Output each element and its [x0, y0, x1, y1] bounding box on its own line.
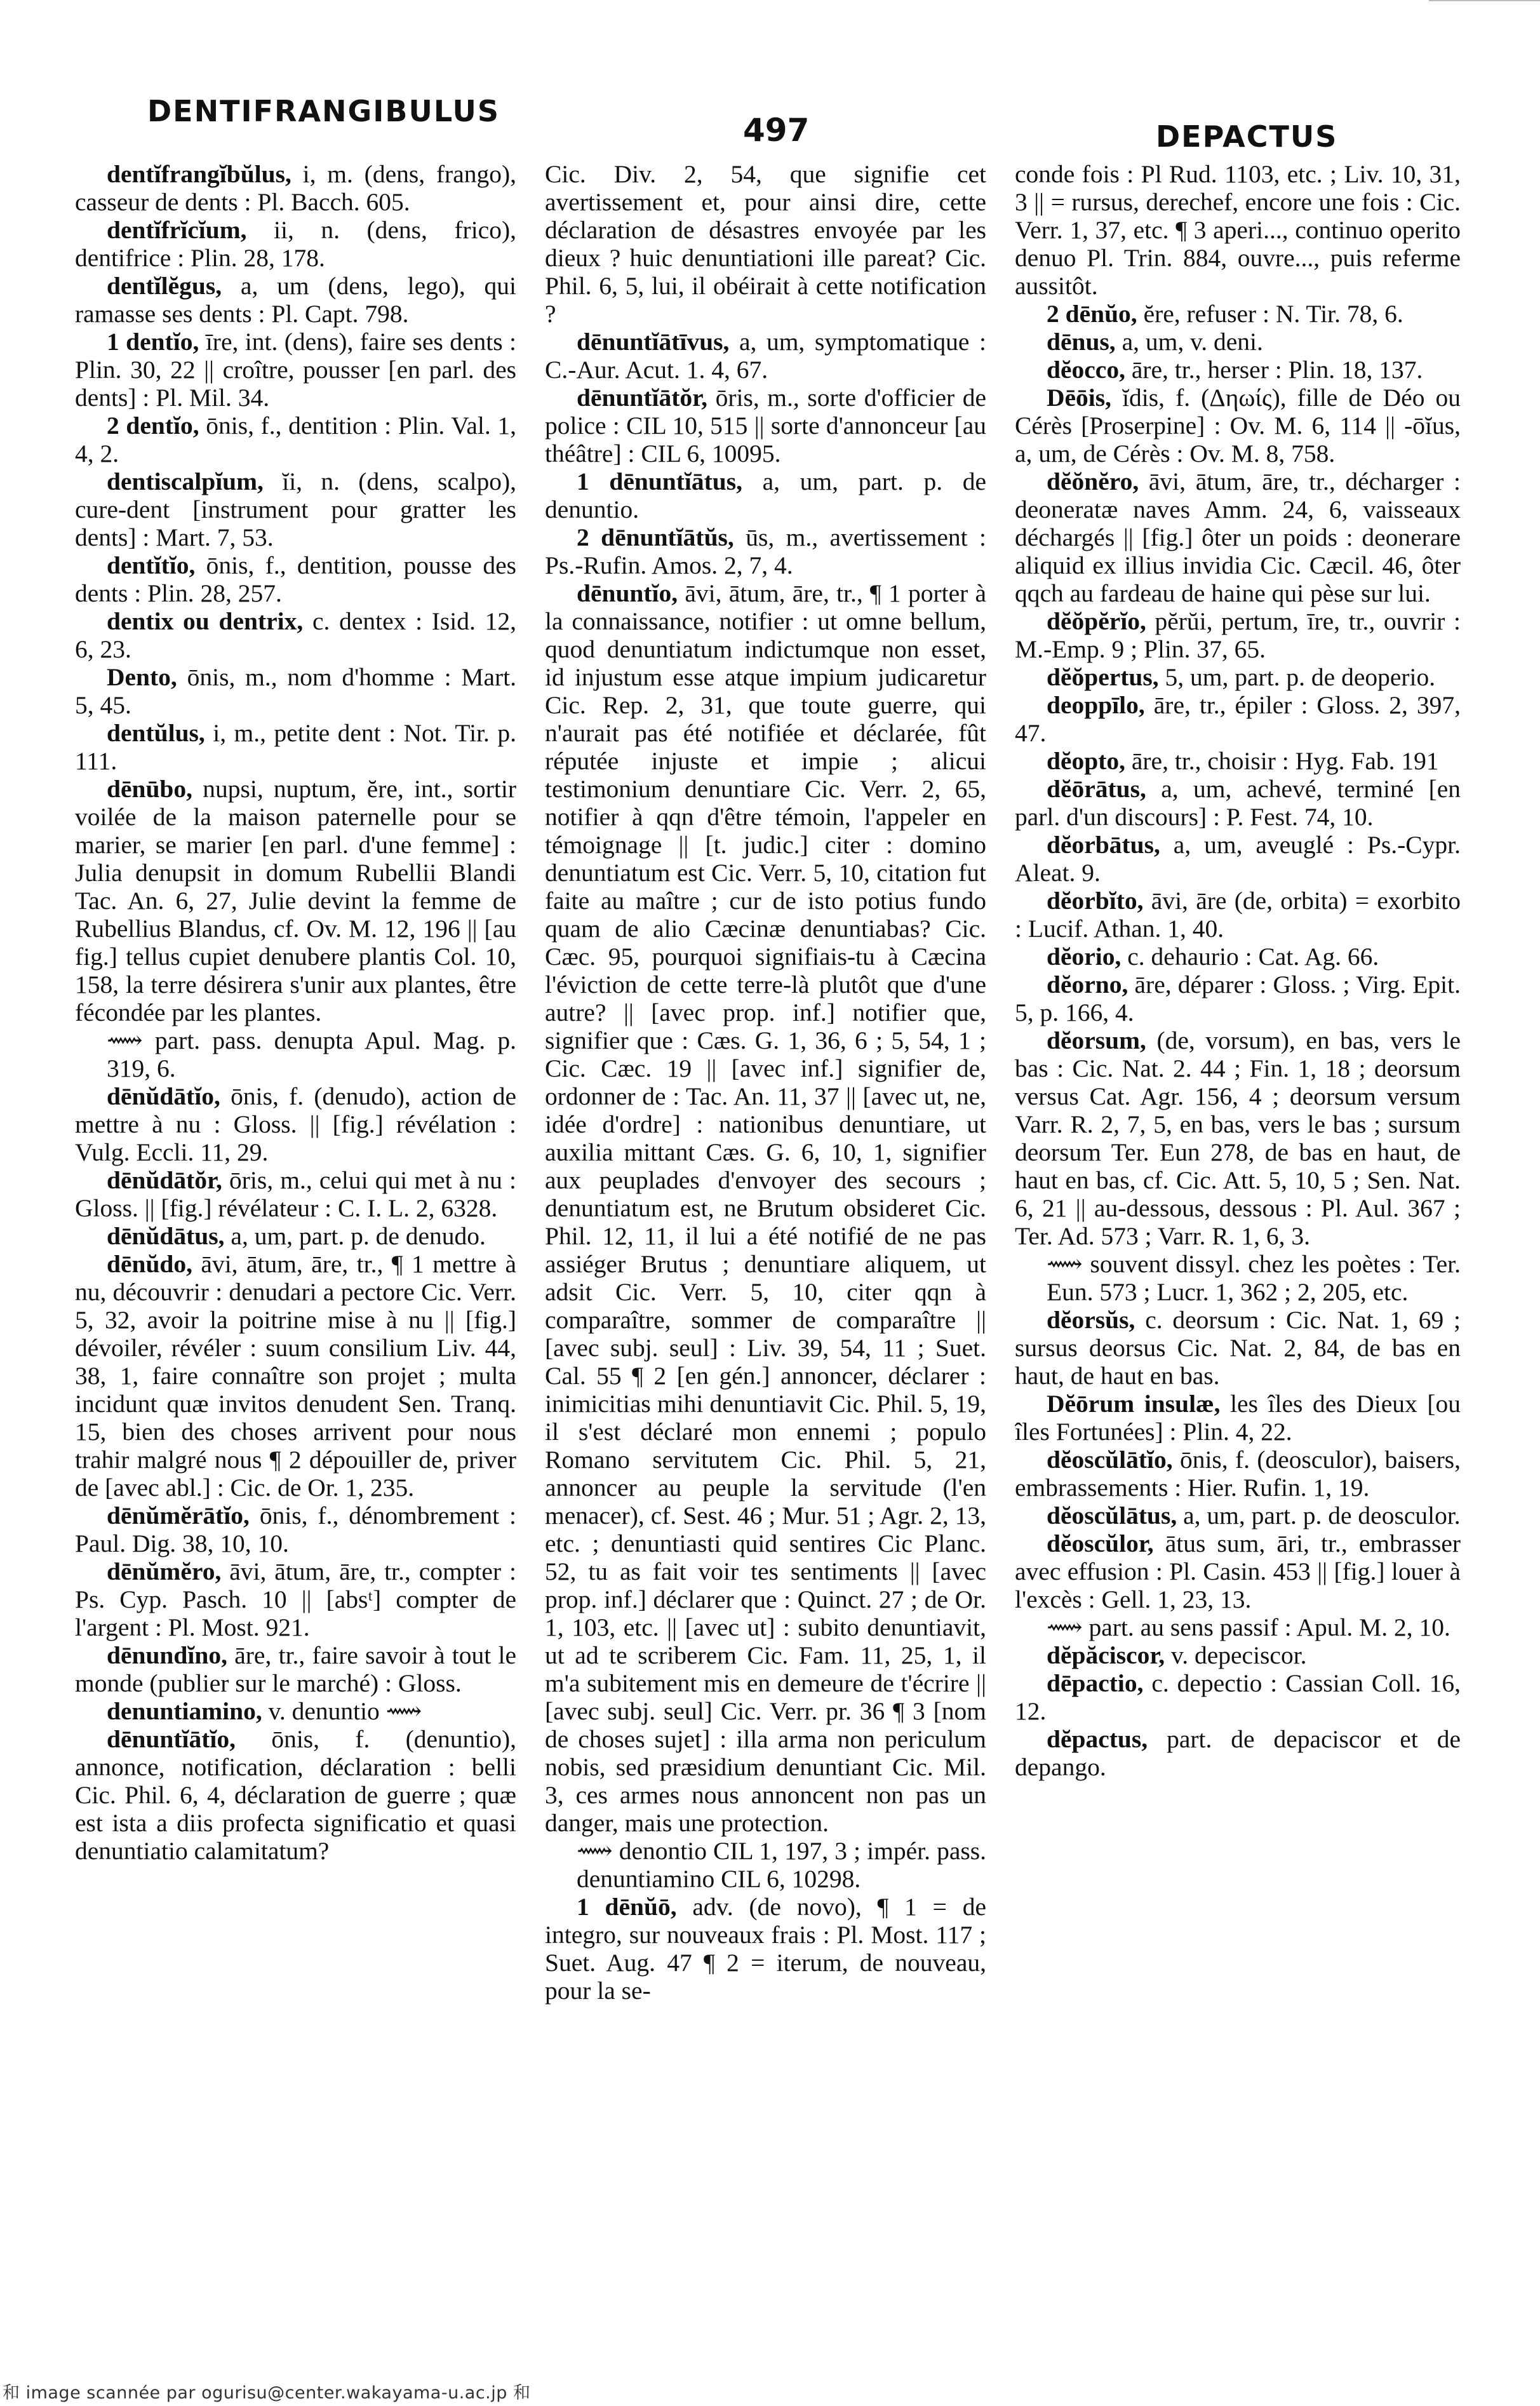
dictionary-entry: [75, 551, 516, 607]
entry-headword: dĕorio,: [1047, 943, 1122, 971]
dictionary-entry: [1015, 887, 1461, 943]
entry-definition: c. deorsum : Cic. Nat. 1, 69 ; sursus deorsus Cic. Nat. 2, 84, de bas en haut, de haut en bas.: [1015, 1306, 1461, 1390]
entry-definition: āvi, ātum, āre, tr., ¶ 1 mettre à nu, découvrir : denudari a pectore Cic. Verr. 5, 32, avoir la poitrine mise à nu || [fig.] dévoiler, révéler : suum consilium Liv. 44, 38, 1, faire connaître son projet ; multa incidunt quæ invitos denudent Sen. Tranq. 15, bien des choses arrivent pour nous trahir malgré nous ¶ 2 dépouiller de, priver de [avec abl.] : Cic. de Or. 1, 235.: [75, 1250, 516, 1502]
dictionary-entry: [1015, 1250, 1461, 1306]
entry-headword: dentĭlĕgus,: [107, 272, 222, 300]
entry-headword: dēnŭdo,: [107, 1250, 193, 1278]
entry-headword: dĕoscŭlor,: [1047, 1529, 1154, 1557]
entry-headword: dēnundĭno,: [107, 1641, 227, 1669]
entry-definition: ōnis, f., dénombrement : Paul. Dig. 38, 10, 10.: [75, 1502, 516, 1557]
entry-headword: dĕŏpĕrĭo,: [1047, 607, 1146, 635]
dictionary-entry: [75, 775, 516, 1026]
entry-headword: dĕorsŭs,: [1047, 1306, 1135, 1334]
header-right-guideword: DEPACTUS: [1156, 119, 1338, 154]
entry-headword: dentĭtĭo,: [107, 551, 196, 579]
entry-headword: dentix ou dentrix,: [107, 607, 304, 635]
entry-definition: nupsi, nuptum, ĕre, int., sortir voilée de la maison paternelle pour se marier, se marier [en parl. d'une femme] : Julia denupsit in domum Rubellii Blandi Tac. An. 6, 27, Julie devint la femme de Rubellius Blandus, cf. Ov. M. 12, 196 || [au fig.] tellus cupiet denubere plantis Col. 10, 158, la terre désirera s'unir aux plantes, être fécondée par les plantes.: [75, 775, 516, 1026]
dictionary-entry: [1015, 607, 1461, 663]
entry-headword: 1 dēnŭō,: [577, 1893, 677, 1921]
entry-definition: ōris, m., sorte d'officier de police : CIL 10, 515 || sorte d'annonceur [au théâtre] : CIL 6, 10095.: [545, 384, 986, 467]
entry-definition: Cic. Div. 2, 54, que signifie cet avertissement et, pour ainsi dire, cette déclaration de désastres envoyée par les dieux ? huic denuntiationi ille pareat? Cic. Phil. 6, 5, lui, il obéirait à cette notification ?: [545, 160, 986, 328]
entry-definition: āre, tr., faire savoir à tout le monde (publier sur le marché) : Gloss.: [75, 1641, 516, 1697]
dictionary-entry: [75, 467, 516, 551]
dictionary-entry: [545, 328, 986, 384]
entry-headword: dĕŏpertus,: [1047, 663, 1159, 691]
entry-headword: dĕōrātus,: [1047, 775, 1146, 803]
page-header: [0, 94, 1540, 158]
entry-definition: a, um, part. p. de denuntio.: [545, 467, 986, 523]
dictionary-entry: [1015, 1390, 1461, 1446]
page-number: 497: [743, 112, 810, 149]
dictionary-entry: [1015, 747, 1461, 775]
entry-definition: v. denuntio ⟿: [268, 1697, 422, 1725]
entry-headword: dēpactio,: [1047, 1669, 1144, 1697]
dictionary-entry: [75, 1222, 516, 1250]
dictionary-entry: [75, 1026, 516, 1082]
dictionary-entry: [1015, 1725, 1461, 1781]
entry-definition: āre, tr., herser : Plin. 18, 137.: [1131, 356, 1423, 384]
entry-headword: Dēōis,: [1047, 384, 1112, 412]
entry-definition: a, um (dens, lego), qui ramasse ses dents : Pl. Capt. 798.: [75, 272, 516, 328]
entry-headword: dĕorbātus,: [1047, 831, 1160, 859]
entry-definition: ⟿ souvent dissyl. chez les poètes : Ter. Eun. 573 ; Lucr. 1, 362 ; 2, 205, etc.: [1047, 1250, 1461, 1306]
entry-definition: ōnis, f. (denuntio), annonce, notification, déclaration : belli Cic. Phil. 6, 4, déclaration de guerre ; quæ est ista a diis profecta significatio et quasi denuntiatio calamitatum?: [75, 1725, 516, 1865]
entry-headword: dĕorsum,: [1047, 1026, 1146, 1054]
dictionary-entry: [75, 328, 516, 412]
dictionary-entry: [75, 272, 516, 328]
dictionary-entry: [545, 1837, 986, 1893]
dictionary-entry: [75, 412, 516, 467]
entry-headword: dentŭlus,: [107, 719, 205, 747]
dictionary-entry: [545, 579, 986, 1837]
entry-definition: a, um, aveuglé : Ps.-Cypr. Aleat. 9.: [1015, 831, 1461, 887]
dictionary-entry: [1015, 775, 1461, 831]
dictionary-entry: [75, 1697, 516, 1725]
entry-headword: dĕŏnĕro,: [1047, 467, 1139, 495]
dictionary-entry: [1015, 691, 1461, 747]
entry-definition: āvi, ātum, āre, tr., décharger : deoneratæ naves Amm. 24, 6, vaisseaux déchargés || [fig.] ôter un poids : deonerare aliquid ex illius invidia Cic. Cæcil. 46, ôter qqch au fardeau de haine qui pèse sur lui.: [1015, 467, 1461, 607]
entry-definition: i, m., petite dent : Not. Tir. p. 111.: [75, 719, 516, 775]
entry-headword: dēnŭdātŏr,: [107, 1166, 222, 1194]
entry-definition: a, um, symptomatique : C.-Aur. Acut. 1. 4, 67.: [545, 328, 986, 384]
dictionary-entry: [75, 1166, 516, 1222]
dictionary-entry: [1015, 831, 1461, 887]
entry-definition: ōnis, f., dentition, pousse des dents : Plin. 28, 257.: [75, 551, 516, 607]
entry-headword: dēnŭdātus,: [107, 1222, 225, 1250]
entry-definition: āvi, ātum, āre, tr., compter : Ps. Cyp. Pasch. 10 || [absᵗ] compter de l'argent : Pl. Most. 921.: [75, 1557, 516, 1641]
dictionary-column-1: [75, 160, 516, 2345]
entry-definition: āvi, ātum, āre, tr., ¶ 1 porter à la connaissance, notifier : ut omne bellum, quod denuntiatum indictumque non esset, id injustum esse atque impium judicaretur Cic. Rep. 2, 31, que toute guerre, qui n'aurait pas été notifiée et déclarée, fût réputée injuste et impie ; alicui testimonium denuntiare Cic. Verr. 2, 65, notifier à qqn d'être témoin, l'appeler en témoignage || [t. judic.] citer : domino denuntiatum est Cic. Verr. 5, 10, citation fut faite au maître ; cur de isto potius fundo quam de alio Cæcinæ denuntiabas? Cic. Cæc. 95, pourquoi signifiais-tu à Cæcina l'éviction de cette terre-là plutôt que d'une autre? || [avec prop. inf.] notifier que, signifier que : Cæs. G. 1, 36, 6 ; 5, 54, 1 ; Cic. Cæc. 19 || [avec inf.] signifier de, ordonner de : Tac. An. 11, 37 || [avec ut, ne, idée d'ordre] : nationibus denuntiare, ut auxilia mittant Cæs. G. 6, 10, 1, signifier aux peuplades d'envoyer des secours ; denuntiatum est, ne Brutum obsideret Cic. Phil. 12, 11, il lui a été notifié de ne pas assiéger Brutus ; denuntiare aliquem, ut adsit Cic. Verr. 5, 10, citer qqn à comparaître, sommer de comparaître || [avec subj. seul] : Liv. 39, 54, 11 ; Suet. Cal. 55 ¶ 2 [en gén.] annoncer, déclarer : inimicitias mihi denuntiavit Cic. Phil. 5, 19, il s'est déclaré mon ennemi ; populo Romano servitutem Cic. Phil. 5, 21, annoncer au peuple la servitude (l'en menacer), cf. Sest. 46 ; Mur. 51 ; Agr. 2, 13, etc. ; denuntiasti quid sentires Cic Planc. 52, tu as fait voir tes sentiments || [avec prop. inf.] déclarer que : Quinct. 27 ; de Or. 1, 103, etc. || [avec ut] : subito denuntiavit, ut ad te scriberem Cic. Fam. 11, 25, 1, il m'a subitement mis en demeure de t'écrire || [avec subj. seul] Cic. Verr. pr. 36 ¶ 3 [nom de choses sujet] : illa arma non periculum nobis, sed præsidium denuntiant Cic. Mil. 3, ces armes nous annoncent non pas un danger, mais une protection.: [545, 579, 986, 1837]
entry-definition: i, m. (dens, frango), casseur de dents : Pl. Bacch. 605.: [75, 160, 516, 216]
dictionary-entry: [75, 663, 516, 719]
dictionary-entry: [75, 719, 516, 775]
entry-headword: dēnŭmĕro,: [107, 1557, 222, 1585]
entry-definition: īre, int. (dens), faire ses dents : Plin. 30, 22 || croître, pousser [en parl. des dents] : Pl. Mil. 34.: [75, 328, 516, 412]
entry-definition: a, um, part. p. de denudo.: [231, 1222, 486, 1250]
dictionary-entry: [545, 384, 986, 467]
entry-definition: āvi, āre (de, orbita) = exorbito : Lucif. Athan. 1, 40.: [1015, 887, 1461, 943]
dictionary-entry: [75, 1725, 516, 1865]
entry-headword: dēnŭdātĭo,: [107, 1082, 220, 1110]
entry-definition: a, um, v. deni.: [1122, 328, 1263, 356]
dictionary-column-3: [1015, 160, 1461, 2345]
entry-headword: dēnuntĭātĭo,: [107, 1725, 236, 1753]
dictionary-entry: [75, 1250, 516, 1502]
entry-definition: āre, tr., épiler : Gloss. 2, 397, 47.: [1015, 691, 1461, 747]
entry-headword: dĕorno,: [1047, 971, 1128, 998]
dictionary-entry: [545, 523, 986, 579]
dictionary-entry: [1015, 1669, 1461, 1725]
entry-definition: ⟿ denontio CIL 1, 197, 3 ; impér. pass. denuntiamino CIL 6, 10298.: [577, 1837, 986, 1893]
entry-headword: dēnuntĭo,: [577, 579, 678, 607]
entry-headword: dĕocco,: [1047, 356, 1125, 384]
entry-definition: ĕre, refuser : N. Tir. 78, 6.: [1143, 300, 1403, 328]
entry-definition: v. depeciscor.: [1171, 1641, 1307, 1669]
entry-definition: ōnis, f. (denudo), action de mettre à nu : Gloss. || [fig.] révélation : Vulg. Eccli. 11, 29.: [75, 1082, 516, 1166]
entry-headword: dĕpăciscor,: [1047, 1641, 1165, 1669]
dictionary-entry: [1015, 384, 1461, 467]
entry-definition: adv. (de novo), ¶ 1 = de integro, sur nouveaux frais : Pl. Most. 117 ; Suet. Aug. 47 ¶ 2 = iterum, de nouveau, pour la se-: [545, 1893, 986, 2005]
entry-headword: Dento,: [107, 663, 177, 691]
dictionary-entry: [1015, 1529, 1461, 1613]
entry-definition: ātus sum, āri, tr., embrasser avec effusion : Pl. Casin. 453 || [fig.] louer à l'excès : Gell. 1, 23, 13.: [1015, 1529, 1461, 1613]
entry-definition: pĕrŭi, pertum, īre, tr., ouvrir : M.-Emp. 9 ; Plin. 37, 65.: [1015, 607, 1461, 663]
dictionary-entry: [75, 160, 516, 216]
dictionary-entry: [1015, 1502, 1461, 1529]
entry-headword: 1 dentĭo,: [107, 328, 199, 356]
dictionary-entry: [1015, 1613, 1461, 1641]
dictionary-entry: [1015, 663, 1461, 691]
entry-definition: āre, déparer : Gloss. ; Virg. Epit. 5, p. 166, 4.: [1015, 971, 1461, 1026]
entry-headword: dēnŭmĕrātĭo,: [107, 1502, 250, 1529]
dictionary-entry: [1015, 1026, 1461, 1250]
entry-headword: dēnūbo,: [107, 775, 193, 803]
entry-definition: a, um, achevé, terminé [en parl. d'un discours] : P. Fest. 74, 10.: [1015, 775, 1461, 831]
entry-definition: a, um, part. p. de deosculor.: [1183, 1502, 1461, 1529]
entry-definition: ii, n. (dens, frico), dentifrice : Plin. 28, 178.: [75, 216, 516, 272]
dictionary-entry: [75, 1082, 516, 1166]
entry-definition: c. dehaurio : Cat. Ag. 66.: [1127, 943, 1379, 971]
dictionary-entry: [1015, 1641, 1461, 1669]
entry-headword: deoppīlo,: [1047, 691, 1145, 719]
entry-definition: part. de depaciscor et de depango.: [1015, 1725, 1461, 1781]
entry-definition: āre, tr., choisir : Hyg. Fab. 191: [1131, 747, 1439, 775]
scan-credit-footer: 和 image scannée par ogurisu@center.wakayama-u.ac.jp 和: [3, 2383, 531, 2403]
dictionary-entry: [545, 467, 986, 523]
entry-definition: ūs, m., avertissement : Ps.-Rufin. Amos. 2, 7, 4.: [545, 523, 986, 579]
dictionary-entry: [1015, 300, 1461, 328]
dictionary-entry: [1015, 943, 1461, 971]
dictionary-entry: [1015, 328, 1461, 356]
entry-headword: dentĭfrĭcĭum,: [107, 216, 247, 244]
entry-definition: ōnis, f., dentition : Plin. Val. 1, 4, 2.: [75, 412, 516, 467]
entry-headword: Dĕōrum insulæ,: [1047, 1390, 1221, 1418]
entry-definition: ⟿ part. au sens passif : Apul. M. 2, 10.: [1047, 1613, 1450, 1641]
entry-definition: conde fois : Pl Rud. 1103, etc. ; Liv. 10, 31, 3 || = rursus, derechef, encore une fois : Cic. Verr. 1, 37, etc. ¶ 3 aperi..., continuo operito denuo Pl. Trin. 884, ouvre..., puis referme aussitôt.: [1015, 160, 1461, 300]
entry-definition: c. depectio : Cassian Coll. 16, 12.: [1015, 1669, 1461, 1725]
entry-headword: dĕoscŭlātus,: [1047, 1502, 1177, 1529]
entry-headword: dĕoscŭlātĭo,: [1047, 1446, 1173, 1474]
entry-headword: 1 dēnuntĭātus,: [577, 467, 743, 495]
dictionary-entry: [75, 1641, 516, 1697]
entry-headword: dēnus,: [1047, 328, 1116, 356]
entry-headword: dĕpactus,: [1047, 1725, 1148, 1753]
entry-definition: c. dentex : Isid. 12, 6, 23.: [75, 607, 516, 663]
entry-definition: ĭdis, f. (Δηωίς), fille de Déo ou Cérès [Proserpine] : Ov. M. 6, 114 || -ōĭus, a, um, de Cérès : Ov. M. 8, 758.: [1015, 384, 1461, 467]
dictionary-entry: [1015, 467, 1461, 607]
dictionary-entry: [545, 1893, 986, 2005]
dictionary-entry: [75, 1502, 516, 1557]
entry-definition: ĭi, n. (dens, scalpo), cure-dent [instrument pour gratter les dents] : Mart. 7, 53.: [75, 467, 516, 551]
dictionary-entry: [75, 216, 516, 272]
entry-definition: les îles des Dieux [ou îles Fortunées] : Plin. 4, 22.: [1015, 1390, 1461, 1446]
dictionary-column-2: [545, 160, 986, 2345]
top-scan-line: [1429, 0, 1540, 1]
entry-headword: 2 dēnŭo,: [1047, 300, 1137, 328]
entry-definition: ōnis, f. (deosculor), baisers, embrassements : Hier. Rufin. 1, 19.: [1015, 1446, 1461, 1502]
entry-headword: dēnuntĭātŏr,: [577, 384, 707, 412]
entry-headword: 2 dēnuntĭātŭs,: [577, 523, 734, 551]
entry-definition: 5, um, part. p. de deoperio.: [1165, 663, 1436, 691]
dictionary-entry: [75, 607, 516, 663]
dictionary-entry: [1015, 356, 1461, 384]
entry-headword: dentiscalpĭum,: [107, 467, 264, 495]
entry-definition: ōris, m., celui qui met à nu : Gloss. || [fig.] révélateur : C. I. L. 2, 6328.: [75, 1166, 516, 1222]
entry-definition: (de, vorsum), en bas, vers le bas : Cic. Nat. 2. 44 ; Fin. 1, 18 ; deorsum versus Cat. Agr. 156, 4 ; deorsum versum Varr. R. 2, 7, 5, en bas, vers le bas ; sursum deorsum Ter. Eun 278, de bas en haut, de haut en bas, cf. Cic. Att. 5, 10, 5 ; Sen. Nat. 6, 21 || au-dessous, dessous : Pl. Aul. 367 ; Ter. Ad. 573 ; Varr. R. 1, 6, 3.: [1015, 1026, 1461, 1250]
entry-headword: dĕopto,: [1047, 747, 1125, 775]
dictionary-entry: [545, 160, 986, 328]
entry-definition: ōnis, m., nom d'homme : Mart. 5, 45.: [75, 663, 516, 719]
entry-headword: 2 dentĭo,: [107, 412, 199, 440]
dictionary-entry: [1015, 971, 1461, 1026]
entry-headword: dentĭfrangĭbŭlus,: [107, 160, 291, 188]
entry-headword: denuntiamino,: [107, 1697, 262, 1725]
header-left-guideword: DENTIFRANGIBULUS: [147, 94, 500, 128]
dictionary-entry: [1015, 160, 1461, 300]
entry-headword: dēnuntĭātīvus,: [577, 328, 730, 356]
dictionary-entry: [1015, 1446, 1461, 1502]
dictionary-entry: [75, 1557, 516, 1641]
entry-headword: dĕorbĭto,: [1047, 887, 1144, 915]
dictionary-entry: [1015, 1306, 1461, 1390]
entry-definition: ⟿ part. pass. denupta Apul. Mag. p. 319, 6.: [107, 1026, 516, 1082]
